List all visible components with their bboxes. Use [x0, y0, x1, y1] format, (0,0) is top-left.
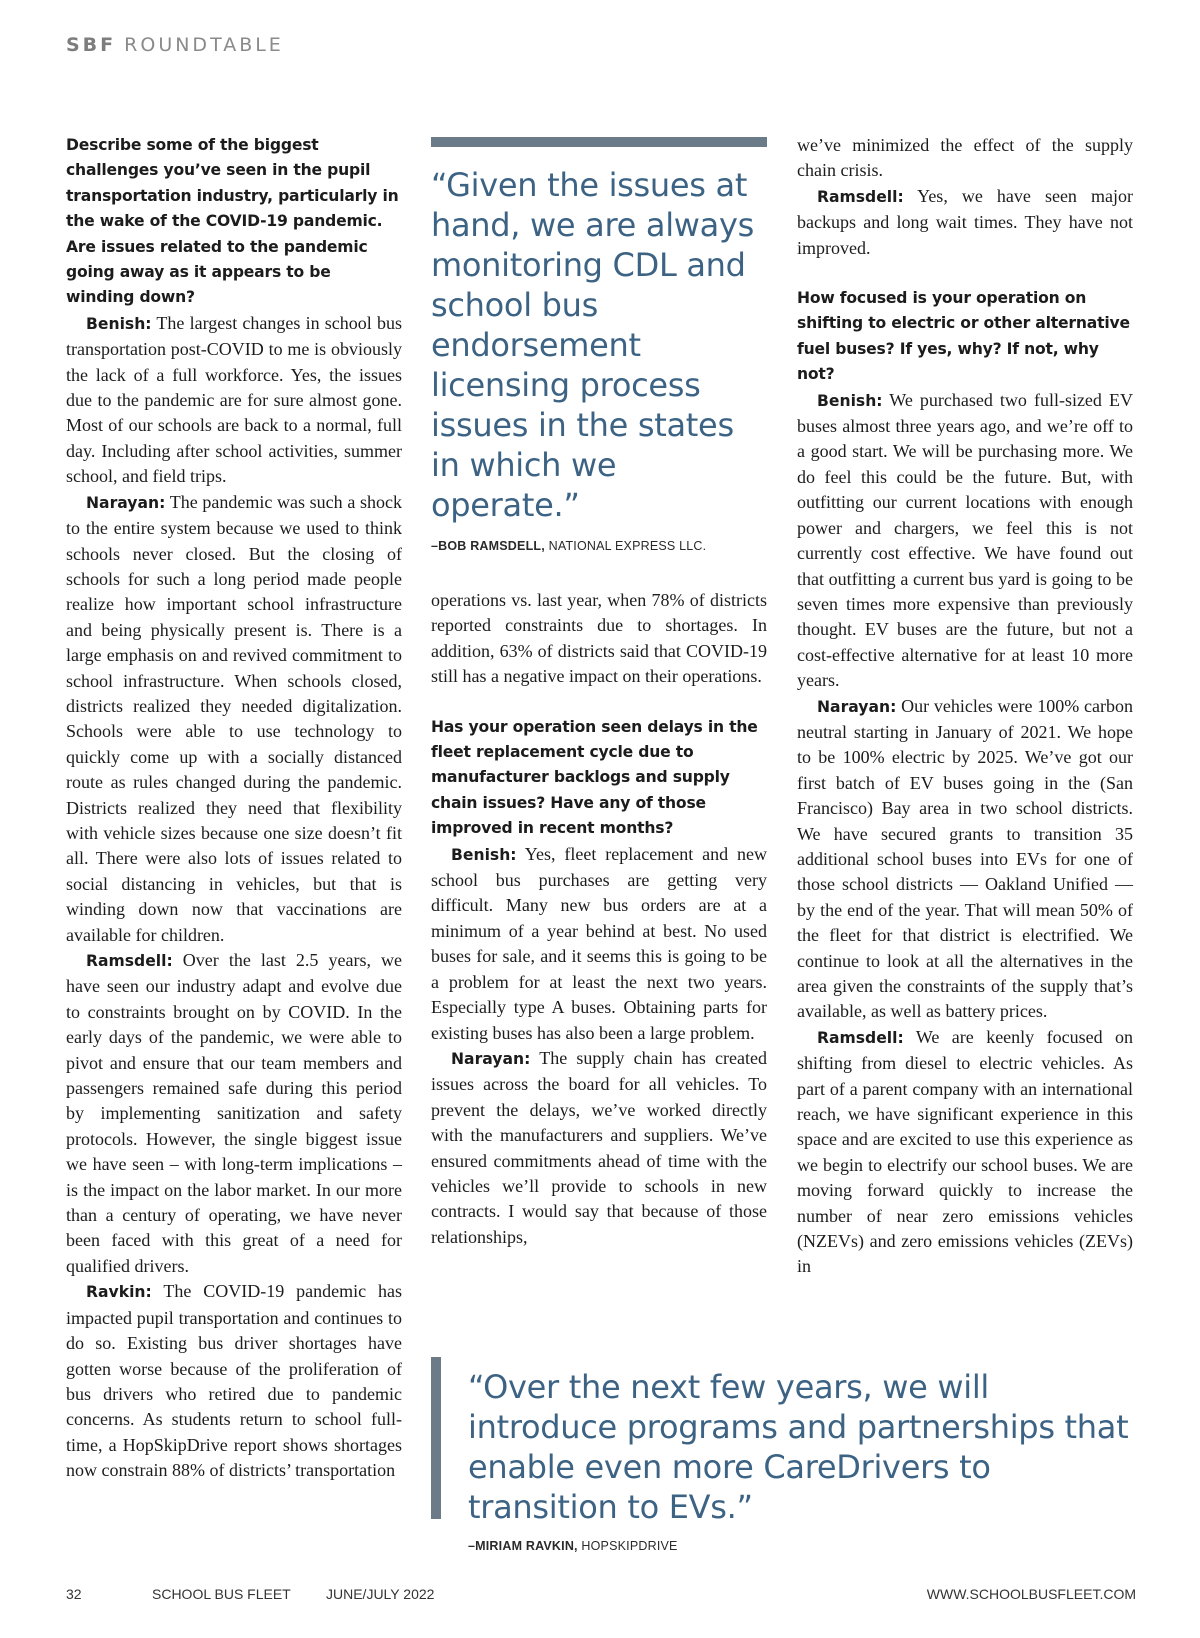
pull-quote-ramsdell — [431, 137, 767, 553]
question-heading: How focused is your operation on shifting to electric or other alternative fuel buses? If yes, why? If not, why not? — [797, 289, 1130, 384]
answer-paragraph — [66, 490, 402, 948]
answer-text: The largest changes in school bus transportation post-COVID to me is obviously the lack of a full workforce. Yes, the issues due to the pandemic are for sure almost gone. Most of our schools are back to a normal, full day. Including after school activities, summer school, and field trips. — [66, 312, 402, 487]
question-heading: Describe some of the biggest challenges you’ve seen in the pupil transportation industry, particularly in the wake of the COVID-19 pandemic. Are issues related to the pandemic going away as it appears to be winding down? — [66, 136, 399, 307]
answer-text: The COVID-19 pandemic has impacted pupil transportation and continues to do so. Existing bus driver shortages have gotten worse because of the proliferation of bus drivers who retired due to pandemic concerns. As students return to school full-time, a HopSkipDrive report shows shortages now constrain 88% of districts’ transportation — [66, 1281, 402, 1481]
speaker-name: Benish: — [86, 314, 152, 333]
answer-paragraph — [797, 694, 1133, 1025]
pull-quote-text: “Given the issues at hand, we are always monitoring CDL and school bus endorsement licensing process issues in the states in which we operate.” — [431, 166, 754, 524]
answer-paragraph — [797, 388, 1133, 694]
answer-text: The pandemic was such a shock to the entire system because we used to think schools never closed. But the closing of schools for such a long period made people realize how important school infrastructure and being physically present is. There is a large emphasis on and revived commitment to school infrastructure. When schools closed, districts realized they needed digitalization. Schools were able to use technology to quickly come up with a socially distanced route as rules changed during the pandemic. Districts realized they need that flexibility with vehicle sizes because one size doesn’t fit all. There were also lots of issues related to social distancing in vehicles, but that is winding down now that vaccinations are available for children. — [66, 491, 402, 945]
speaker-name: Ramsdell: — [817, 187, 904, 206]
pull-quote-bar — [431, 1357, 441, 1519]
speaker-name: Narayan: — [817, 697, 897, 716]
section-header — [66, 34, 284, 56]
attribution-name: –BOB RAMSDELL, — [431, 539, 545, 553]
answer-paragraph — [66, 948, 402, 1279]
answer-paragraph — [66, 1279, 402, 1483]
article-column-3 — [797, 133, 1133, 1280]
magazine-name: SCHOOL BUS FLEET — [152, 1586, 291, 1602]
question-heading: Has your operation seen delays in the fleet replacement cycle due to manufacturer backlogs and supply chain issues? Have any of those improved in recent months? — [431, 717, 758, 838]
page-footer — [66, 1586, 1136, 1606]
pull-quote-ravkin — [431, 1357, 1136, 1553]
answer-text: The supply chain has created issues across the board for all vehicles. To prevent the delays, we’ve worked directly with the manufacturers and suppliers. We’ve ensured commitments ahead of time with the vehicles we’ll provide to schools in new contracts. I would say that because of those relationships, — [431, 1047, 767, 1247]
pull-quote-attribution — [468, 1539, 1138, 1553]
answer-text: We are keenly focused on shifting from diesel to electric vehicles. As part of a parent company with an international reach, we have significant experience in this space and are excited to use this experience as we begin to electrify our school buses. We are moving forward quickly to increase the number of near zero emissions vehicles (NZEVs) and zero emissions vehicles (ZEVs) in — [797, 1026, 1133, 1277]
page-number: 32 — [66, 1586, 82, 1602]
speaker-name: Benish: — [817, 391, 883, 410]
issue-date: JUNE/JULY 2022 — [326, 1586, 435, 1602]
speaker-name: Narayan: — [86, 493, 166, 512]
attribution-org: HOPSKIPDRIVE — [581, 1539, 678, 1553]
pull-quote-bar — [431, 137, 767, 147]
article-column-2 — [431, 588, 767, 1250]
pull-quote-attribution — [431, 539, 767, 553]
answer-paragraph — [431, 842, 767, 1046]
answer-text: Over the last 2.5 years, we have seen our industry adapt and evolve due to constraints brought on by COVID. In the early days of the pandemic, we were able to pivot and ensure that our team members and passengers remained safe during this period by implementing sanitization and safety protocols. However, the single biggest issue we have seen – with long-term implications – is the impact on the labor market. In our more than a century of operating, we have never been faced with this great of a need for qualified drivers. — [66, 950, 403, 1276]
answer-paragraph — [797, 1025, 1133, 1280]
header-section: ROUNDTABLE — [124, 34, 284, 56]
speaker-name: Narayan: — [451, 1049, 531, 1068]
attribution-name: –MIRIAM RAVKIN, — [468, 1539, 578, 1553]
continued-paragraph: we’ve minimized the effect of the supply chain crisis. — [797, 135, 1133, 181]
article-column-1 — [66, 133, 402, 1484]
answer-text: Yes, fleet replacement and new school bus purchases are getting very difficult. Many new bus orders are at a minimum of a year behind at best. No used buses for sale, and it seems this is going to be a problem for at least the next two years. Especially type A buses. Obtaining parts for existing buses has also been a large problem. — [431, 843, 767, 1043]
speaker-name: Ramsdell: — [817, 1028, 904, 1047]
pull-quote-text: “Over the next few years, we will introduce programs and partnerships that enable even more CareDrivers to transition to EVs.” — [468, 1368, 1129, 1526]
speaker-name: Ramsdell: — [86, 952, 173, 970]
website-url: WWW.SCHOOLBUSFLEET.COM — [926, 1586, 1136, 1602]
answer-paragraph — [66, 311, 402, 490]
speaker-name: Benish: — [451, 845, 517, 864]
answer-text: Our vehicles were 100% carbon neutral starting in January of 2021. We hope to be 100% electric by 2025. We’ve got our first batch of EV buses going in the (San Francisco) Bay area in two school districts. We have secured grants to transition 35 additional school buses into EVs for one of those school districts — Oakland Unified — by the end of the year. That will mean 50% of the fleet for that district is electrified. We continue to look at all the alternatives in the area given the constraints of the supply that’s available, as well as battery prices. — [797, 695, 1133, 1022]
answer-text: Yes, we have seen major backups and long wait times. They have not improved. — [797, 185, 1133, 258]
answer-text: We purchased two full-sized EV buses almost three years ago, and we’re off to a good start. We will be purchasing more. We do feel this could be the future. But, with outfitting our current locations with enough power and chargers, we feel this is not currently cost effective. We have found out that outfitting a current bus yard is going to be seven times more expensive than previously thought. EV buses are the future, but not a cost-effective alternative for at least 10 more years. — [797, 389, 1133, 691]
continued-paragraph: operations vs. last year, when 78% of districts reported constraints due to shortages. In addition, 63% of districts said that COVID-19 still has a negative impact on their operations. — [431, 590, 767, 687]
header-brand: SBF — [66, 34, 117, 56]
answer-paragraph — [797, 184, 1133, 261]
answer-paragraph — [431, 1046, 767, 1250]
speaker-name: Ravkin: — [86, 1283, 152, 1302]
attribution-org: NATIONAL EXPRESS LLC. — [548, 539, 707, 553]
